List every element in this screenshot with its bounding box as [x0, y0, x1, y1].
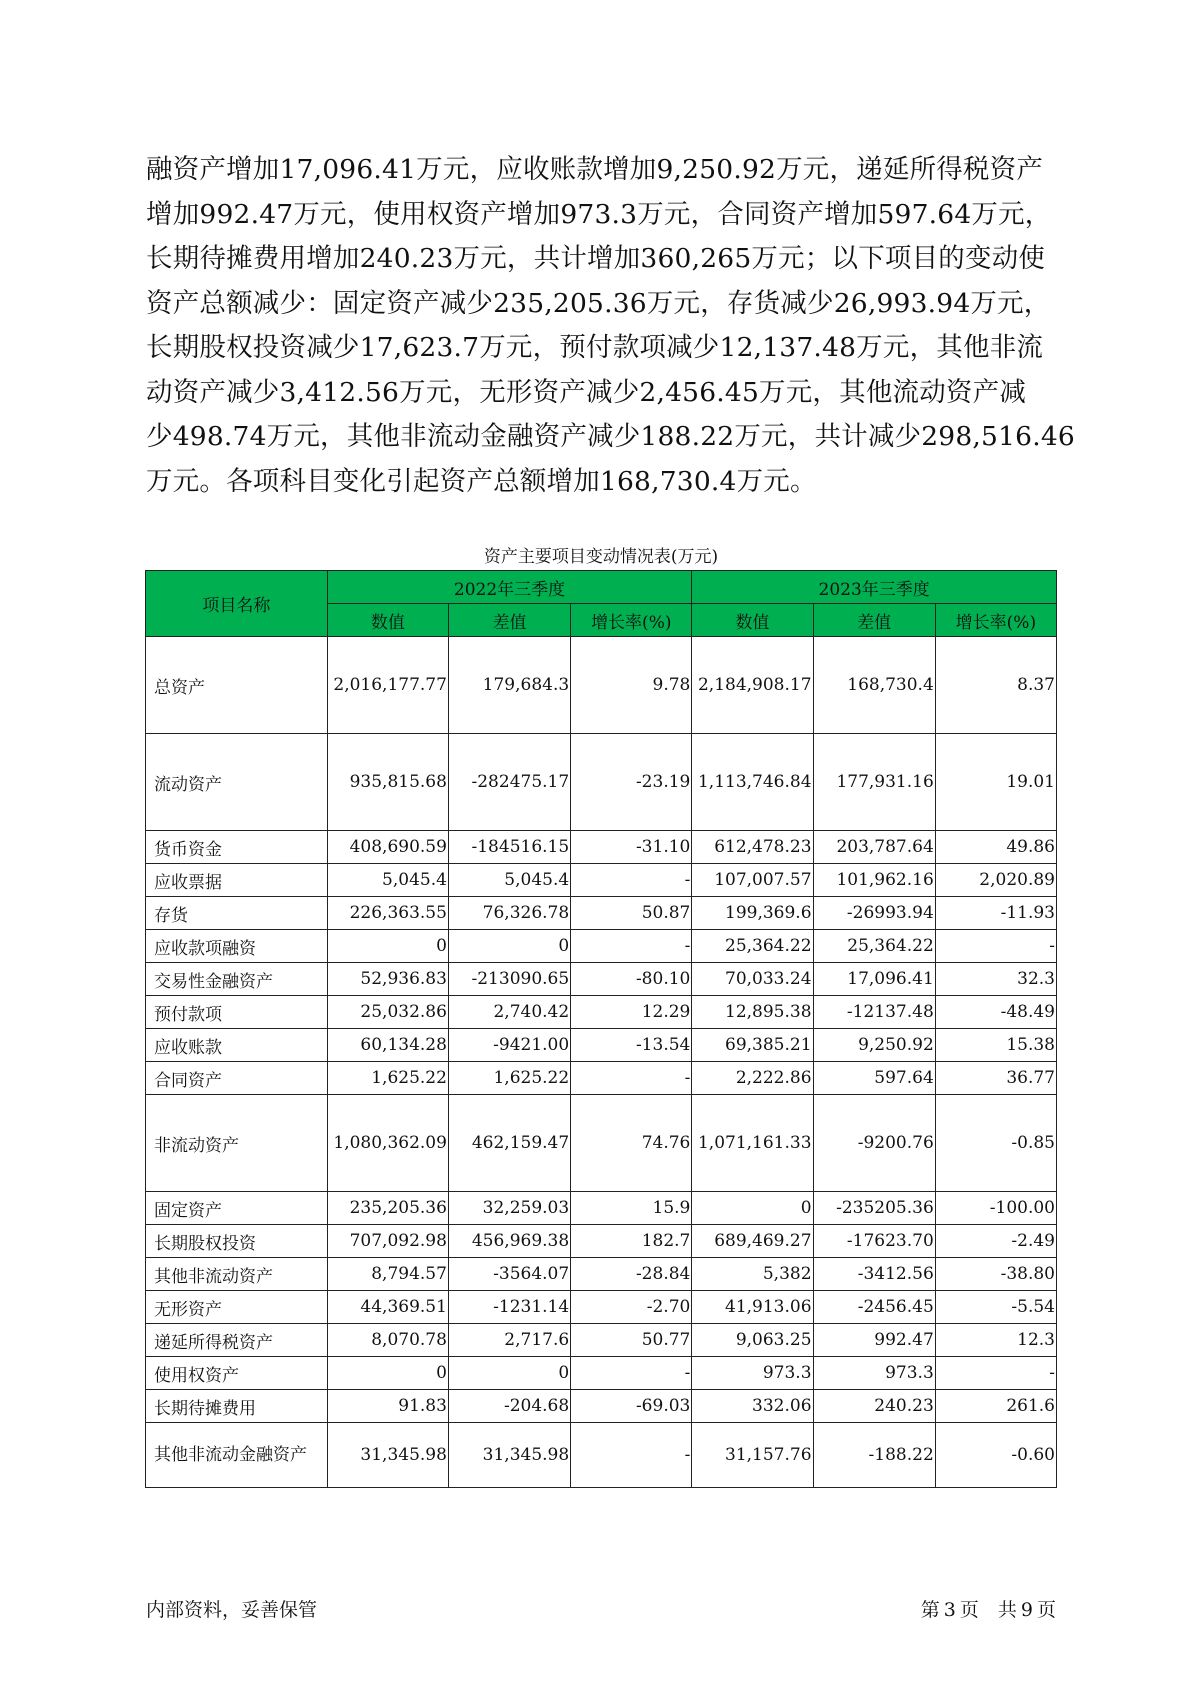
paragraph-line: 资产总额减少：固定资产减少235,205.36万元，存货减少26,993.94万元，: [146, 287, 1051, 319]
value-2023-cell: 332.06: [692, 1390, 813, 1423]
page-suffix: 页: [1036, 1599, 1056, 1621]
difference-2023-cell: -17623.70: [813, 1225, 935, 1258]
row-item-name: 应收账款: [146, 1029, 328, 1062]
difference-2022-cell: 179,684.3: [448, 637, 570, 734]
table-row: [146, 1291, 1057, 1324]
table-header: [146, 571, 1057, 637]
growth-rate-2022-cell: -28.84: [571, 1258, 692, 1291]
growth-rate-2023-cell: -0.60: [935, 1423, 1056, 1488]
difference-2022-cell: 76,326.78: [448, 897, 570, 930]
period-2023-header: 2023年三季度: [692, 571, 1057, 604]
row-item-name: 存货: [146, 897, 328, 930]
difference-2022-cell: 2,740.42: [448, 996, 570, 1029]
difference-2023-cell: 25,364.22: [813, 930, 935, 963]
growth-rate-2022-cell: -13.54: [571, 1029, 692, 1062]
value-2023-cell: 1,113,746.84: [692, 734, 813, 831]
value-2022-cell: 0: [327, 930, 448, 963]
difference-2022-cell: -3564.07: [448, 1258, 570, 1291]
row-item-name: 长期股权投资: [146, 1225, 328, 1258]
difference-2022-cell: -184516.15: [448, 831, 570, 864]
paragraph-line: 动资产减少3,412.56万元，无形资产减少2,456.45万元，其他流动资产减: [146, 376, 1027, 408]
growth-rate-2023-cell: 261.6: [935, 1390, 1056, 1423]
difference-2023-cell: 17,096.41: [813, 963, 935, 996]
row-item-name: 预付款项: [146, 996, 328, 1029]
table-row: [146, 930, 1057, 963]
growth-rate-2023-cell: 32.3: [935, 963, 1056, 996]
value-header: 数值: [692, 604, 813, 637]
value-2022-cell: 235,205.36: [327, 1192, 448, 1225]
table-row: [146, 1357, 1057, 1390]
value-2022-cell: 5,045.4: [327, 864, 448, 897]
difference-2022-cell: -9421.00: [448, 1029, 570, 1062]
difference-2023-cell: -26993.94: [813, 897, 935, 930]
table-row: [146, 1324, 1057, 1357]
growth-rate-2022-cell: 15.9: [571, 1192, 692, 1225]
growth-rate-2023-cell: 2,020.89: [935, 864, 1056, 897]
paragraph-line: 增加992.47万元，使用权资产增加973.3万元，合同资产增加597.64万元，: [146, 198, 1052, 230]
value-2022-cell: 31,345.98: [327, 1423, 448, 1488]
difference-2023-cell: -3412.56: [813, 1258, 935, 1291]
table-row: [146, 1225, 1057, 1258]
value-2022-cell: 8,070.78: [327, 1324, 448, 1357]
difference-2023-cell: 992.47: [813, 1324, 935, 1357]
period-2022-header: 2022年三季度: [327, 571, 692, 604]
growth-rate-2022-cell: -: [571, 1062, 692, 1095]
value-2023-cell: 12,895.38: [692, 996, 813, 1029]
difference-2022-cell: 1,625.22: [448, 1062, 570, 1095]
value-2023-cell: 973.3: [692, 1357, 813, 1390]
page-number: [917, 1598, 1056, 1622]
growth-rate-2023-cell: -: [935, 1357, 1056, 1390]
difference-2022-cell: -213090.65: [448, 963, 570, 996]
table-caption: 资产主要项目变动情况表(万元): [483, 547, 719, 567]
growth-rate-2023-cell: 8.37: [935, 637, 1056, 734]
row-item-name: 无形资产: [146, 1291, 328, 1324]
value-2022-cell: 1,080,362.09: [327, 1095, 448, 1192]
growth-rate-2022-cell: -80.10: [571, 963, 692, 996]
value-2023-cell: 0: [692, 1192, 813, 1225]
difference-2023-cell: 597.64: [813, 1062, 935, 1095]
table-row: [146, 864, 1057, 897]
growth-rate-2022-cell: 74.76: [571, 1095, 692, 1192]
confidential-note: 内部资料，妥善保管: [146, 1599, 318, 1621]
difference-2022-cell: 2,717.6: [448, 1324, 570, 1357]
value-2023-cell: 107,007.57: [692, 864, 813, 897]
row-item-name: 非流动资产: [146, 1095, 328, 1192]
body-paragraph: [146, 148, 1075, 504]
value-2022-cell: 707,092.98: [327, 1225, 448, 1258]
row-item-name: 其他非流动资产: [146, 1258, 328, 1291]
growth-rate-2023-cell: 36.77: [935, 1062, 1056, 1095]
paragraph-line: 长期股权投资减少17,623.7万元，预付款项减少12,137.48万元，其他非流: [146, 332, 1044, 363]
page-middle: 页 共: [959, 1599, 1017, 1621]
difference-2023-cell: 203,787.64: [813, 831, 935, 864]
growth-rate-2023-cell: -0.85: [935, 1095, 1056, 1192]
page-current: 3: [943, 1599, 956, 1621]
page-total: 9: [1020, 1599, 1033, 1621]
table-body: [146, 637, 1057, 1488]
table-row: [146, 1029, 1057, 1062]
growth-rate-2022-cell: -: [571, 1423, 692, 1488]
table-row: [146, 1192, 1057, 1225]
growth-rate-header: 增长率(%): [935, 604, 1056, 637]
growth-rate-2023-cell: -2.49: [935, 1225, 1056, 1258]
value-2023-cell: 689,469.27: [692, 1225, 813, 1258]
table-row: [146, 1095, 1057, 1192]
value-2022-cell: 52,936.83: [327, 963, 448, 996]
value-2023-cell: 2,184,908.17: [692, 637, 813, 734]
growth-rate-header: 增长率(%): [571, 604, 692, 637]
value-2022-cell: 1,625.22: [327, 1062, 448, 1095]
difference-2023-cell: -12137.48: [813, 996, 935, 1029]
paragraph-line: 融资产增加17,096.41万元，应收账款增加9,250.92万元，递延所得税资产: [146, 154, 1044, 185]
value-2023-cell: 5,382: [692, 1258, 813, 1291]
paragraph-line: 少498.74万元，其他非流动金融资产减少188.22万元，共计减少298,516.46: [146, 421, 1075, 452]
difference-2022-cell: 31,345.98: [448, 1423, 570, 1488]
difference-2022-cell: 0: [448, 1357, 570, 1390]
value-2023-cell: 69,385.21: [692, 1029, 813, 1062]
difference-header: 差值: [448, 604, 570, 637]
growth-rate-2023-cell: -: [935, 930, 1056, 963]
table-row: [146, 1423, 1057, 1488]
value-2022-cell: 226,363.55: [327, 897, 448, 930]
growth-rate-2022-cell: 9.78: [571, 637, 692, 734]
growth-rate-2022-cell: -: [571, 1357, 692, 1390]
value-header: 数值: [327, 604, 448, 637]
value-2022-cell: 25,032.86: [327, 996, 448, 1029]
paragraph-line: 长期待摊费用增加240.23万元，共计增加360,265万元；以下项目的变动使: [146, 243, 1046, 274]
page-prefix: 第: [920, 1599, 940, 1621]
growth-rate-2023-cell: 49.86: [935, 831, 1056, 864]
row-item-name: 其他非流动金融资产: [146, 1423, 328, 1488]
growth-rate-2022-cell: -: [571, 930, 692, 963]
difference-2023-cell: 101,962.16: [813, 864, 935, 897]
difference-2023-cell: -188.22: [813, 1423, 935, 1488]
table-row: [146, 996, 1057, 1029]
difference-header: 差值: [813, 604, 935, 637]
table-row: [146, 897, 1057, 930]
difference-2022-cell: 5,045.4: [448, 864, 570, 897]
value-2022-cell: 2,016,177.77: [327, 637, 448, 734]
difference-2022-cell: 0: [448, 930, 570, 963]
table-row: [146, 1390, 1057, 1423]
row-item-name: 货币资金: [146, 831, 328, 864]
growth-rate-2023-cell: -38.80: [935, 1258, 1056, 1291]
difference-2023-cell: 973.3: [813, 1357, 935, 1390]
growth-rate-2023-cell: -100.00: [935, 1192, 1056, 1225]
growth-rate-2022-cell: -69.03: [571, 1390, 692, 1423]
row-item-name: 递延所得税资产: [146, 1324, 328, 1357]
table-row: [146, 963, 1057, 996]
value-2022-cell: 8,794.57: [327, 1258, 448, 1291]
row-item-name: 交易性金融资产: [146, 963, 328, 996]
table-row: [146, 734, 1057, 831]
difference-2022-cell: -204.68: [448, 1390, 570, 1423]
asset-change-table: [145, 570, 1057, 1488]
value-2023-cell: 1,071,161.33: [692, 1095, 813, 1192]
difference-2022-cell: -282475.17: [448, 734, 570, 831]
value-2022-cell: 935,815.68: [327, 734, 448, 831]
value-2023-cell: 25,364.22: [692, 930, 813, 963]
item-name-header: 项目名称: [146, 571, 328, 637]
growth-rate-2023-cell: -5.54: [935, 1291, 1056, 1324]
value-2022-cell: 408,690.59: [327, 831, 448, 864]
row-item-name: 总资产: [146, 637, 328, 734]
row-item-name: 应收票据: [146, 864, 328, 897]
growth-rate-2023-cell: -11.93: [935, 897, 1056, 930]
growth-rate-2023-cell: 15.38: [935, 1029, 1056, 1062]
difference-2023-cell: 177,931.16: [813, 734, 935, 831]
value-2023-cell: 2,222.86: [692, 1062, 813, 1095]
difference-2023-cell: 168,730.4: [813, 637, 935, 734]
difference-2023-cell: -9200.76: [813, 1095, 935, 1192]
growth-rate-2022-cell: 50.87: [571, 897, 692, 930]
value-2023-cell: 612,478.23: [692, 831, 813, 864]
difference-2023-cell: 9,250.92: [813, 1029, 935, 1062]
table-row: [146, 637, 1057, 734]
difference-2022-cell: -1231.14: [448, 1291, 570, 1324]
value-2023-cell: 41,913.06: [692, 1291, 813, 1324]
value-2023-cell: 31,157.76: [692, 1423, 813, 1488]
row-item-name: 长期待摊费用: [146, 1390, 328, 1423]
growth-rate-2022-cell: -31.10: [571, 831, 692, 864]
growth-rate-2023-cell: -48.49: [935, 996, 1056, 1029]
value-2023-cell: 9,063.25: [692, 1324, 813, 1357]
growth-rate-2022-cell: 50.77: [571, 1324, 692, 1357]
difference-2022-cell: 462,159.47: [448, 1095, 570, 1192]
row-item-name: 固定资产: [146, 1192, 328, 1225]
row-item-name: 应收款项融资: [146, 930, 328, 963]
value-2022-cell: 44,369.51: [327, 1291, 448, 1324]
value-2022-cell: 60,134.28: [327, 1029, 448, 1062]
growth-rate-2022-cell: 12.29: [571, 996, 692, 1029]
value-2022-cell: 0: [327, 1357, 448, 1390]
table-row: [146, 1062, 1057, 1095]
difference-2023-cell: 240.23: [813, 1390, 935, 1423]
row-item-name: 流动资产: [146, 734, 328, 831]
growth-rate-2023-cell: 19.01: [935, 734, 1056, 831]
growth-rate-2022-cell: -2.70: [571, 1291, 692, 1324]
value-2023-cell: 199,369.6: [692, 897, 813, 930]
growth-rate-2022-cell: 182.7: [571, 1225, 692, 1258]
difference-2022-cell: 32,259.03: [448, 1192, 570, 1225]
row-item-name: 合同资产: [146, 1062, 328, 1095]
growth-rate-2023-cell: 12.3: [935, 1324, 1056, 1357]
growth-rate-2022-cell: -23.19: [571, 734, 692, 831]
paragraph-line: 万元。各项科目变化引起资产总额增加168,730.4万元。: [146, 465, 817, 497]
row-item-name: 使用权资产: [146, 1357, 328, 1390]
value-2023-cell: 70,033.24: [692, 963, 813, 996]
value-2022-cell: 91.83: [327, 1390, 448, 1423]
difference-2022-cell: 456,969.38: [448, 1225, 570, 1258]
difference-2023-cell: -2456.45: [813, 1291, 935, 1324]
difference-2023-cell: -235205.36: [813, 1192, 935, 1225]
growth-rate-2022-cell: -: [571, 864, 692, 897]
table-row: [146, 1258, 1057, 1291]
table-row: [146, 831, 1057, 864]
